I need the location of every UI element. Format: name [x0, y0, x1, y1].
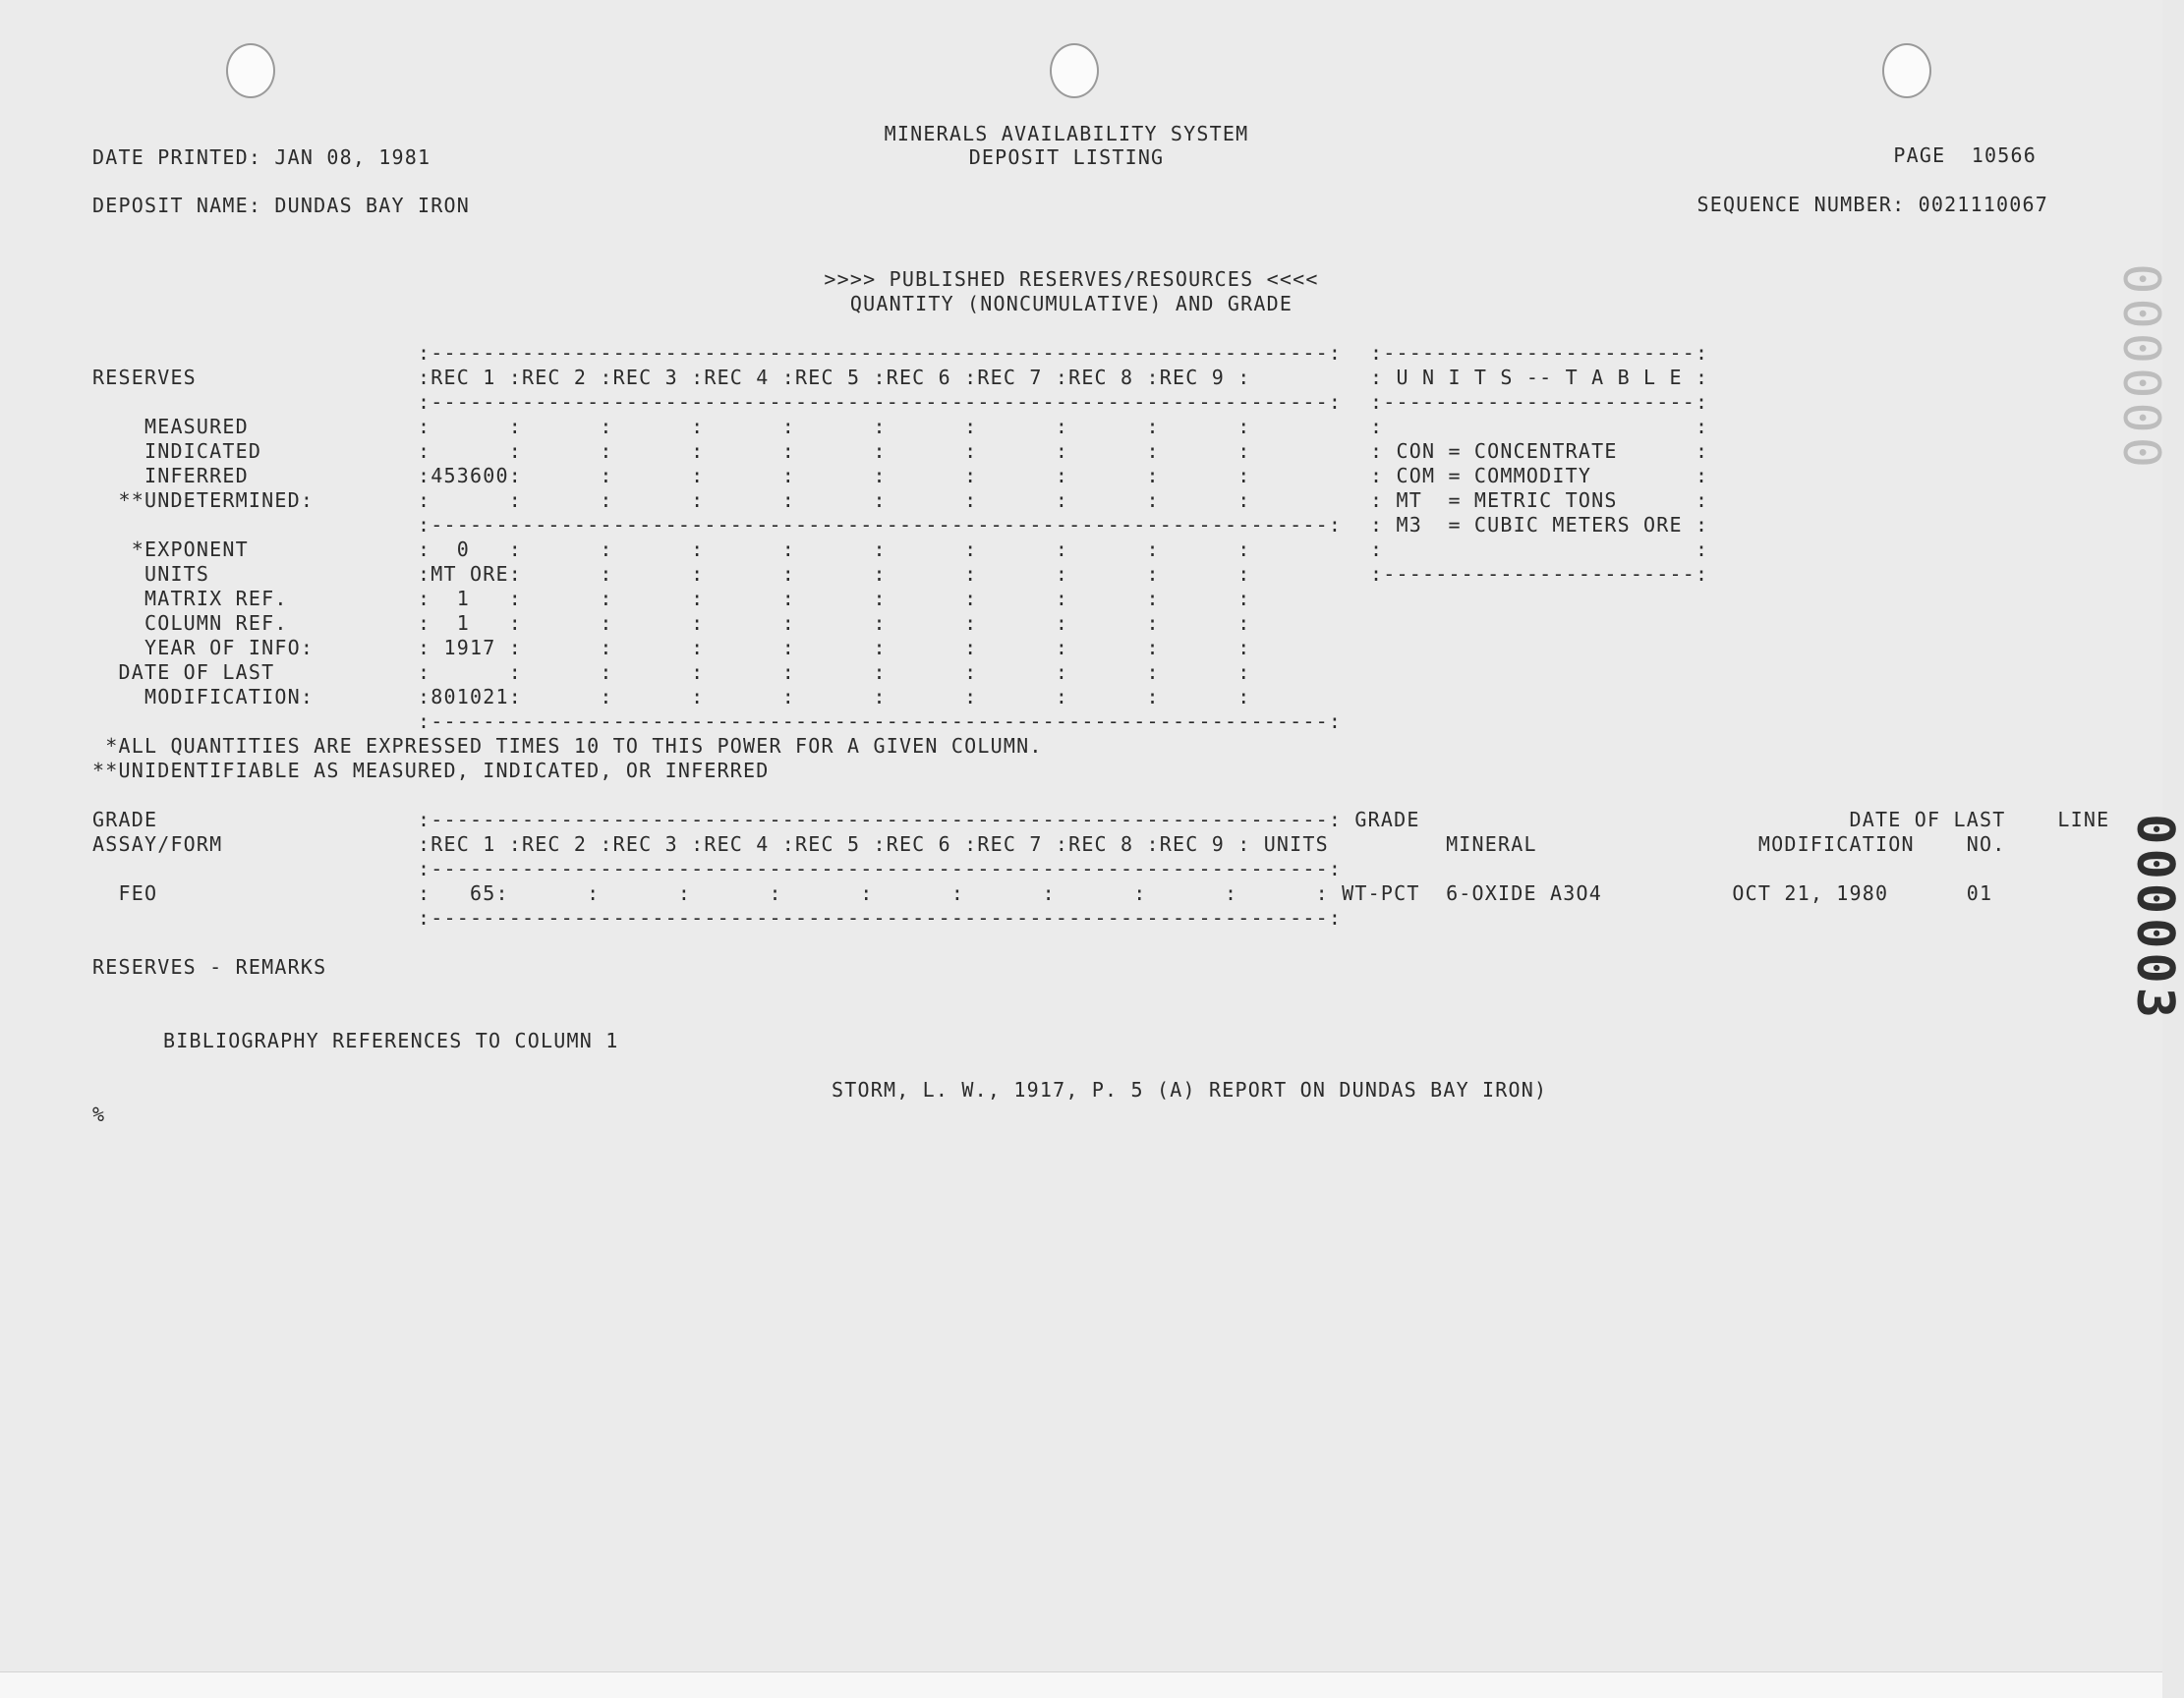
grade-header-row-2: ASSAY/FORM :REC 1 :REC 2 :REC 3 :REC 4 :REC 5 :REC 6 :REC 7 :REC 8 :REC 9 : UNITS MINERAL MODIFICATION NO. — [92, 832, 2006, 856]
reserves-header-row: RESERVES :REC 1 :REC 2 :REC 3 :REC 4 :REC 5 :REC 6 :REC 7 :REC 8 :REC 9 : — [92, 366, 1251, 389]
grade-header-row-1: GRADE :---------------------------------------------------------------------: GRADE DATE OF LAST LINE — [92, 808, 2110, 831]
punch-hole-left — [226, 43, 275, 98]
remarks-heading: RESERVES - REMARKS — [92, 955, 327, 979]
units-title: : U N I T S -- T A B L E : — [1370, 366, 1709, 389]
reserves-row-date-last: DATE OF LAST : : : : : : : : : : — [92, 660, 1251, 684]
note-unidentifiable: **UNIDENTIFIABLE AS MEASURED, INDICATED, OR INFERRED — [92, 759, 770, 782]
reserves-row-measured: MEASURED : : : : : : : : : : — [92, 415, 1251, 438]
units-entry-com: : COM = COMMODITY : — [1370, 464, 1709, 487]
note-exponent: *ALL QUANTITIES ARE EXPRESSED TIMES 10 TO THIS POWER FOR A GIVEN COLUMN. — [92, 734, 1043, 758]
reserves-row-year: YEAR OF INFO: : 1917 : : : : : : : : : — [92, 636, 1251, 659]
sequence-number: SEQUENCE NUMBER: 0021110067 — [1696, 193, 2048, 216]
page-number: PAGE 10566 — [1893, 143, 2037, 167]
faded-stamp-number: 000000 — [2111, 263, 2170, 472]
units-line: :------------------------: — [1370, 390, 1709, 414]
units-entry-m3: : M3 = CUBIC METERS ORE : — [1370, 513, 1709, 537]
reserves-row-modification: MODIFICATION: :801021: : : : : : : : : — [92, 685, 1251, 708]
system-title: MINERALS AVAILABILITY SYSTEM — [884, 122, 1249, 145]
units-line: :------------------------: — [1370, 562, 1709, 586]
punch-hole-center — [1050, 43, 1099, 98]
reserves-line: :---------------------------------------------------------------------: — [92, 709, 1343, 733]
reserves-line: :---------------------------------------------------------------------: — [92, 390, 1343, 414]
units-line: :------------------------: — [1370, 341, 1709, 365]
bibliography-citation: STORM, L. W., 1917, P. 5 (A) REPORT ON DUNDAS BAY IRON) — [832, 1078, 1548, 1102]
reserves-row-column-ref: COLUMN REF. : 1 : : : : : : : : : — [92, 611, 1251, 635]
deposit-name: DEPOSIT NAME: DUNDAS BAY IRON — [92, 194, 470, 217]
reserves-row-undetermined: **UNDETERMINED: : : : : : : : : : : — [92, 488, 1251, 512]
punch-hole-right — [1882, 43, 1931, 98]
section-subtitle: QUANTITY (NONCUMULATIVE) AND GRADE — [849, 292, 1293, 315]
reserves-row-matrix-ref: MATRIX REF. : 1 : : : : : : : : : — [92, 587, 1251, 610]
units-entry-con: : CON = CONCENTRATE : — [1370, 439, 1709, 463]
section-title: >>>> PUBLISHED RESERVES/RESOURCES <<<< — [824, 267, 1319, 291]
reserves-line: :---------------------------------------------------------------------: — [92, 513, 1343, 537]
date-printed: DATE PRINTED: JAN 08, 1981 — [92, 145, 431, 169]
reserves-row-inferred: INFERRED :453600: : : : : : : : : — [92, 464, 1251, 487]
units-entry-mt: : MT = METRIC TONS : — [1370, 488, 1709, 512]
grade-row-feo: FEO : 65: : : : : : : : : : WT-PCT 6-OXIDE A3O4 OCT 21, 1980 01 — [92, 881, 1993, 905]
bibliography-heading: BIBLIOGRAPHY REFERENCES TO COLUMN 1 — [163, 1029, 619, 1052]
grade-line: :---------------------------------------------------------------------: — [92, 906, 1343, 930]
stamp-number: 000003 — [2125, 814, 2184, 1022]
units-line: : : — [1370, 538, 1709, 561]
reserves-row-indicated: INDICATED : : : : : : : : : : — [92, 439, 1251, 463]
reserves-row-exponent: *EXPONENT : 0 : : : : : : : : : — [92, 538, 1251, 561]
units-line: : : — [1370, 415, 1709, 438]
end-mark: % — [92, 1103, 106, 1126]
reserves-line: :---------------------------------------------------------------------: — [92, 341, 1343, 365]
reserves-row-units: UNITS :MT ORE: : : : : : : : : — [92, 562, 1251, 586]
listing-title: DEPOSIT LISTING — [968, 145, 1165, 169]
grade-line: :---------------------------------------------------------------------: — [92, 857, 1343, 880]
